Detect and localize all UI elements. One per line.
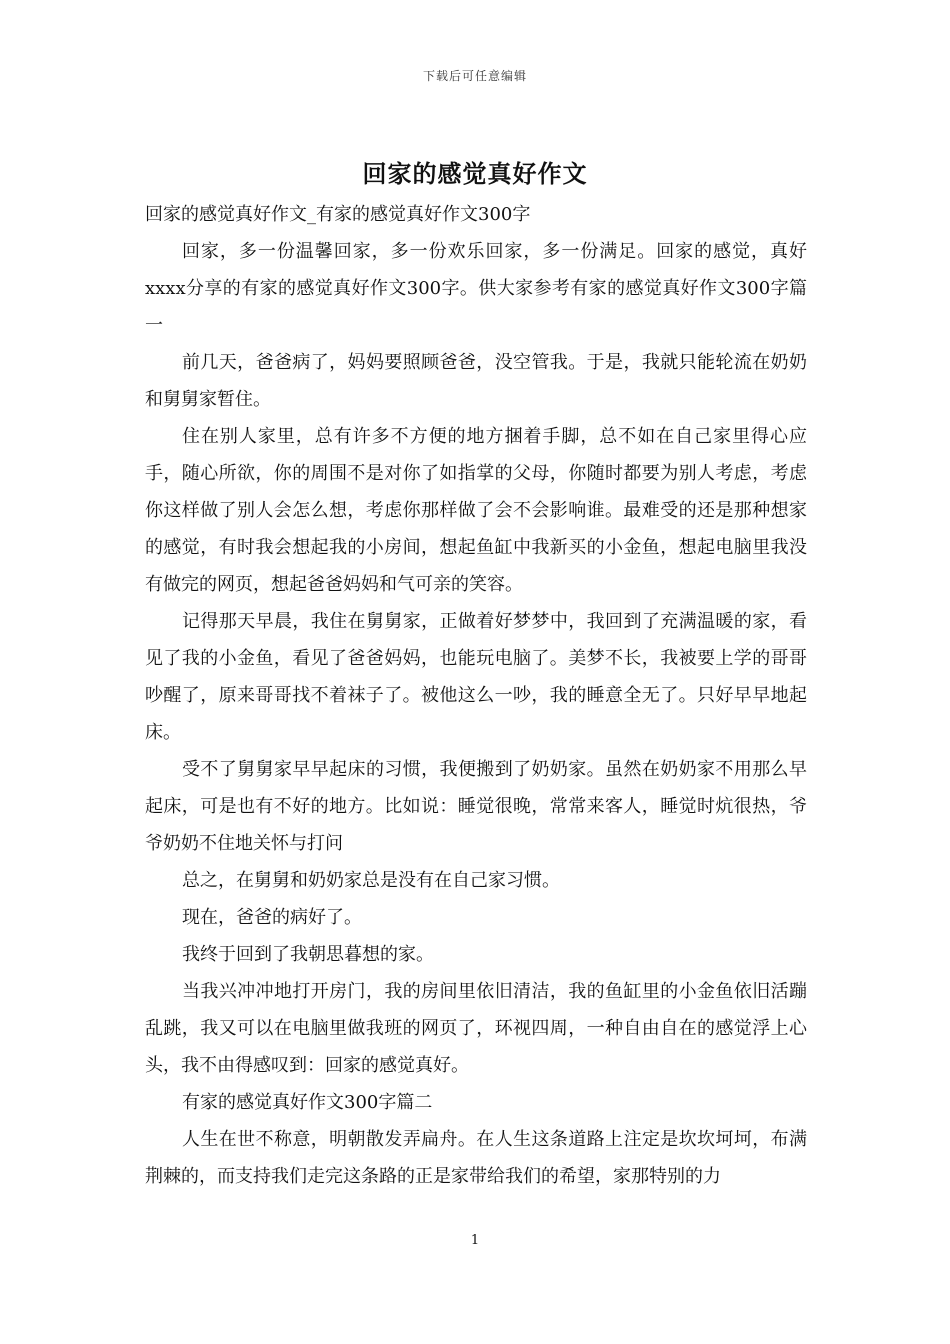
paragraph: 总之，在舅舅和奶奶家总是没有在自己家习惯。 [182,870,560,891]
page-number: 1 [470,1233,480,1248]
section-heading: 有家的感觉真好作文300字篇二 [182,1092,433,1113]
paragraph: 当我兴冲冲地打开房门，我的房间里依旧清洁，我的鱼缸里的小金鱼依旧活蹦乱跳，我又可以在电脑里做我班的网页了，环视四周，一种自由自在的感觉浮上心头，我不由得感叹到：回家的感觉真好。 [145,981,807,1076]
paragraph: 人生在世不称意，明朝散发弄扁舟。在人生这条道路上注定是坎坎坷坷，布满荆棘的，而支持我们走完这条路的正是家带给我们的希望，家那特别的力 [145,1129,807,1187]
paragraph: 住在别人家里，总有许多不方便的地方捆着手脚，总不如在自己家里得心应手，随心所欲，你的周围不是对你了如指掌的父母，你随时都要为别人考虑，考虑你这样做了别人会怎么想，考虑你那样做了会不会影响谁。最难受的还是那种想家的感觉，有时我会想起我的小房间，想起鱼缸中我新买的小金鱼，想起电脑里我没有做完的网页，想起爸爸妈妈和气可亲的笑容。 [145,426,807,595]
document-title: 回家的感觉真好作文 [362,159,588,188]
paragraph: 记得那天早晨，我住在舅舅家，正做着好梦梦中，我回到了充满温暖的家，看见了我的小金鱼，看见了爸爸妈妈，也能玩电脑了。美梦不长，我被要上学的哥哥吵醒了，原来哥哥找不着袜子了。被他这么一吵，我的睡意全无了。只好早早地起床。 [145,611,807,743]
paragraph: 回家，多一份温馨回家，多一份欢乐回家，多一份满足。回家的感觉，真好xxxx分享的有家的感觉真好作文300字。供大家参考有家的感觉真好作文300字篇一 [145,241,807,336]
document-subtitle: 回家的感觉真好作文_有家的感觉真好作文300字 [145,204,531,225]
paragraph: 前几天，爸爸病了，妈妈要照顾爸爸，没空管我。于是，我就只能轮流在奶奶和舅舅家暂住。 [145,352,807,410]
paragraph: 受不了舅舅家早早起床的习惯，我便搬到了奶奶家。虽然在奶奶家不用那么早起床，可是也有不好的地方。比如说：睡觉很晚，常常来客人，睡觉时炕很热，爷爷奶奶不住地关怀与打问 [145,759,807,854]
document-body [145,196,807,1195]
paragraph: 现在，爸爸的病好了。 [182,907,362,928]
paragraph: 我终于回到了我朝思暮想的家。 [182,944,434,965]
header-note: 下载后可任意编辑 [422,69,527,83]
